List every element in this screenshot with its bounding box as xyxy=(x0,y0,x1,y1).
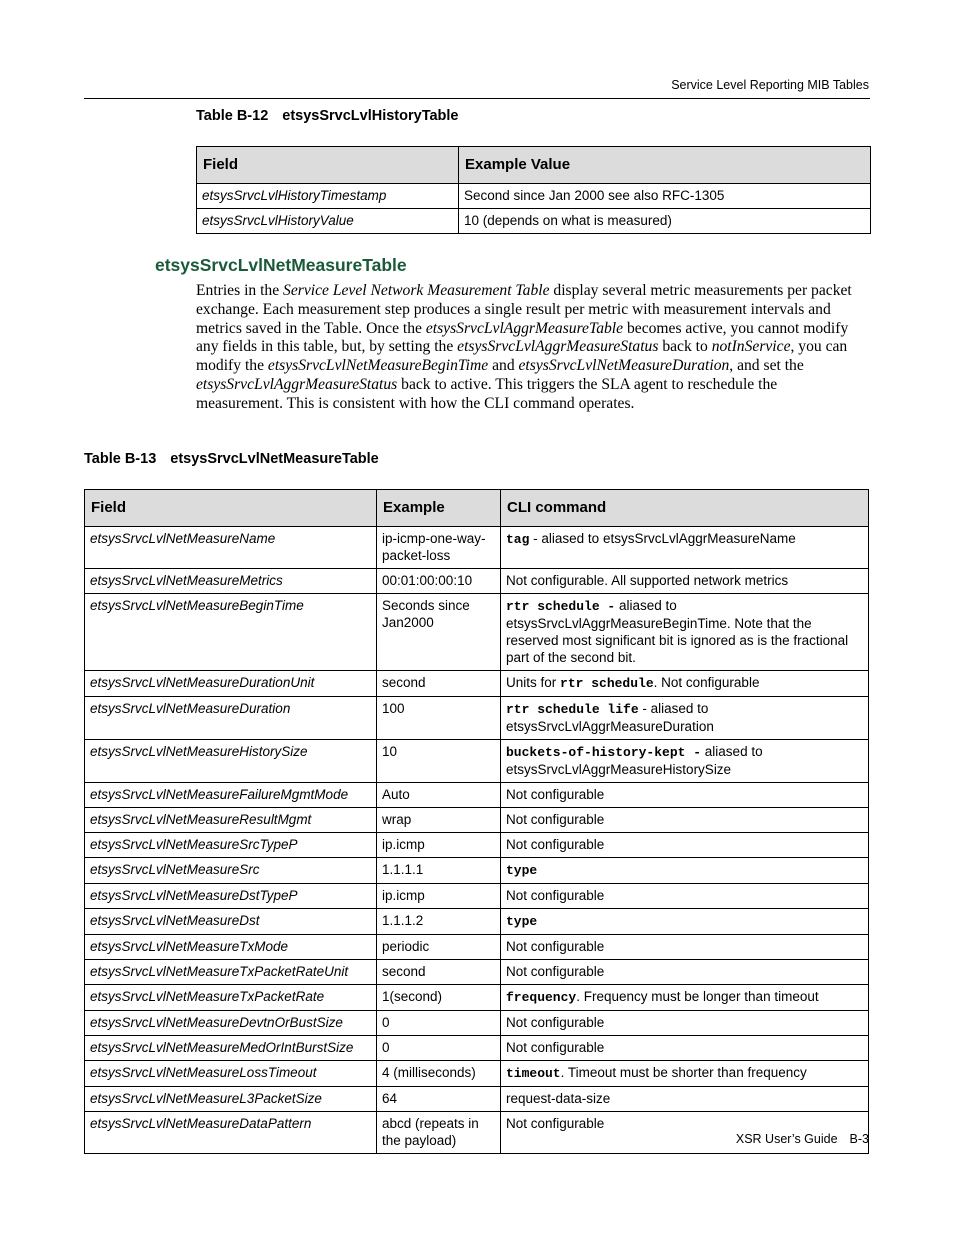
paragraph-text-run: display several metric measurements per packet exchange. Each measurement step produces a single result per metric with measurement intervals and metrics saved in the Table. Once the xyxy=(196,282,852,337)
cli-command-cell xyxy=(501,808,869,833)
field-cell: etsysSrvcLvlNetMeasureMetrics xyxy=(85,569,377,594)
field-cell: etsysSrvcLvlNetMeasureSrc xyxy=(85,858,377,884)
field-cell: etsysSrvcLvlNetMeasureDst xyxy=(85,909,377,935)
cli-keyword: tag xyxy=(506,532,530,547)
example-cell: 10 xyxy=(377,740,501,783)
cli-text: - aliased to etsysSrvcLvlAggrMeasureName xyxy=(529,531,796,546)
table-row xyxy=(85,833,869,858)
example-cell: periodic xyxy=(377,935,501,960)
cli-command-cell xyxy=(501,594,869,671)
paragraph-italic-run: etsysSrvcLvlNetMeasureBeginTime xyxy=(267,357,489,375)
table-row xyxy=(85,527,869,569)
value-cell: Second since Jan 2000 see also RFC-1305 xyxy=(459,184,871,209)
cli-text: Not configurable xyxy=(506,964,605,979)
paragraph-text-run: back to active. This triggers the SLA agent to reschedule the measurement. This is consistent with how the CLI command operates. xyxy=(196,375,778,412)
cli-text: aliased to etsysSrvcLvlAggrMeasureHistorySize xyxy=(506,744,763,777)
example-cell: 00:01:00:00:10 xyxy=(377,569,501,594)
table-b12-caption-number: Table B-12 xyxy=(196,108,269,124)
field-cell: etsysSrvcLvlNetMeasureFailureMgmtMode xyxy=(85,783,377,808)
example-cell: wrap xyxy=(377,808,501,833)
cli-text: Not configurable xyxy=(506,1116,605,1131)
table-row xyxy=(85,884,869,909)
cli-command-cell xyxy=(501,1011,869,1036)
cli-text: request-data-size xyxy=(506,1091,611,1106)
table-row xyxy=(85,1087,869,1112)
table-row xyxy=(85,960,869,985)
table-row xyxy=(85,1011,869,1036)
cli-command-cell xyxy=(501,527,869,569)
table-row xyxy=(85,858,869,884)
page-footer xyxy=(736,1132,869,1146)
table-row xyxy=(85,783,869,808)
example-cell: 100 xyxy=(377,697,501,740)
cli-command-cell xyxy=(501,935,869,960)
example-cell: 1.1.1.2 xyxy=(377,909,501,935)
page-number: B-3 xyxy=(849,1132,869,1146)
field-cell: etsysSrvcLvlHistoryTimestamp xyxy=(197,184,459,209)
cli-command-cell xyxy=(501,1087,869,1112)
cli-command-cell xyxy=(501,858,869,884)
table-b12-header-row xyxy=(197,147,871,184)
field-cell: etsysSrvcLvlNetMeasureBeginTime xyxy=(85,594,377,671)
table-row xyxy=(85,1036,869,1061)
cli-keyword: rtr schedule xyxy=(560,676,654,691)
table-row xyxy=(85,594,869,671)
cli-command-cell xyxy=(501,783,869,808)
cli-text: Not configurable xyxy=(506,939,605,954)
table-row xyxy=(85,1061,869,1087)
field-cell: etsysSrvcLvlNetMeasureDuration xyxy=(85,697,377,740)
cli-keyword: type xyxy=(506,863,538,878)
table-b13-caption-title: etsysSrvcLvlNetMeasureTable xyxy=(170,451,379,467)
example-cell: 4 (milliseconds) xyxy=(377,1061,501,1087)
table-b13 xyxy=(84,489,869,1154)
field-cell: etsysSrvcLvlHistoryValue xyxy=(197,209,459,234)
example-cell: ip.icmp xyxy=(377,833,501,858)
field-cell: etsysSrvcLvlNetMeasureHistorySize xyxy=(85,740,377,783)
paragraph-text-run: , you can modify the xyxy=(196,338,848,375)
example-cell: abcd (repeats in the payload) xyxy=(377,1112,501,1154)
column-header-field: Field xyxy=(85,490,377,527)
cli-command-cell xyxy=(501,697,869,740)
paragraph-italic-run: etsysSrvcLvlAggrMeasureStatus xyxy=(196,375,398,393)
section-paragraph xyxy=(196,282,868,414)
paragraph-text-run: , and set the xyxy=(729,357,804,375)
cli-keyword: rtr schedule - xyxy=(506,599,616,614)
field-cell: etsysSrvcLvlNetMeasureTxPacketRate xyxy=(85,985,377,1011)
example-cell: 1.1.1.1 xyxy=(377,858,501,884)
table-b13-caption-number: Table B-13 xyxy=(84,451,157,467)
table-row xyxy=(85,909,869,935)
paragraph-italic-run: etsysSrvcLvlAggrMeasureTable xyxy=(425,319,624,337)
cli-command-cell xyxy=(501,909,869,935)
field-cell: etsysSrvcLvlNetMeasureL3PacketSize xyxy=(85,1087,377,1112)
table-row xyxy=(197,184,871,209)
column-header-example-value: Example Value xyxy=(459,147,871,184)
cli-command-cell xyxy=(501,960,869,985)
field-cell: etsysSrvcLvlNetMeasureTxMode xyxy=(85,935,377,960)
cli-text: Not configurable xyxy=(506,787,605,802)
cli-text: Not configurable xyxy=(506,1015,605,1030)
field-cell: etsysSrvcLvlNetMeasureDevtnOrBustSize xyxy=(85,1011,377,1036)
cli-command-cell xyxy=(501,1061,869,1087)
table-b13-caption xyxy=(84,451,379,467)
table-b12-caption-title: etsysSrvcLvlHistoryTable xyxy=(282,108,459,124)
table-row xyxy=(85,740,869,783)
cli-text: . Timeout must be shorter than frequency xyxy=(560,1065,807,1080)
table-b13-header-row xyxy=(85,490,869,527)
cli-keyword: rtr schedule life xyxy=(506,702,639,717)
table-b12 xyxy=(196,146,871,234)
example-cell: ip-icmp-one-way-packet-loss xyxy=(377,527,501,569)
field-cell: etsysSrvcLvlNetMeasureDurationUnit xyxy=(85,671,377,697)
cli-text: Not configurable. All supported network metrics xyxy=(506,573,789,588)
cli-text: aliased to etsysSrvcLvlAggrMeasureBeginTime. Note that the reserved most significant bit is ignored as is the fractional part of the second bit. xyxy=(506,598,849,665)
cli-text: Not configurable xyxy=(506,1040,605,1055)
cli-text: Not configurable xyxy=(506,812,605,827)
cli-text: Units for xyxy=(506,675,561,690)
example-cell: 1(second) xyxy=(377,985,501,1011)
running-header: Service Level Reporting MIB Tables xyxy=(671,78,869,92)
cli-command-cell xyxy=(501,833,869,858)
paragraph-italic-run: notInService xyxy=(711,338,791,356)
example-cell: Seconds since Jan2000 xyxy=(377,594,501,671)
field-cell: etsysSrvcLvlNetMeasureResultMgmt xyxy=(85,808,377,833)
paragraph-text-run: Entries in the xyxy=(196,282,284,299)
cli-command-cell xyxy=(501,1036,869,1061)
table-row xyxy=(85,808,869,833)
cli-command-cell xyxy=(501,985,869,1011)
cli-command-cell xyxy=(501,740,869,783)
field-cell: etsysSrvcLvlNetMeasureDataPattern xyxy=(85,1112,377,1154)
cli-text: . Not configurable xyxy=(653,675,760,690)
example-cell: second xyxy=(377,671,501,697)
field-cell: etsysSrvcLvlNetMeasureLossTimeout xyxy=(85,1061,377,1087)
paragraph-text-run: becomes active, you cannot modify any fields in this table, but, by setting the xyxy=(196,319,849,356)
field-cell: etsysSrvcLvlNetMeasureSrcTypeP xyxy=(85,833,377,858)
table-row xyxy=(197,209,871,234)
example-cell: 64 xyxy=(377,1087,501,1112)
section-heading: etsysSrvcLvlNetMeasureTable xyxy=(155,255,407,275)
cli-keyword: buckets-of-history-kept - xyxy=(506,745,702,760)
cli-command-cell xyxy=(501,569,869,594)
field-cell: etsysSrvcLvlNetMeasureName xyxy=(85,527,377,569)
paragraph-italic-run: etsysSrvcLvlAggrMeasureStatus xyxy=(457,338,659,356)
cli-keyword: frequency xyxy=(506,990,577,1005)
cli-keyword: type xyxy=(506,914,538,929)
paragraph-text-run: and xyxy=(488,357,519,375)
table-row xyxy=(85,569,869,594)
column-header-cli-command: CLI command xyxy=(501,490,869,527)
table-row xyxy=(85,935,869,960)
cli-command-cell xyxy=(501,884,869,909)
cli-text: Not configurable xyxy=(506,888,605,903)
example-cell: second xyxy=(377,960,501,985)
cli-text: - aliased to etsysSrvcLvlAggrMeasureDuration xyxy=(506,701,714,734)
table-row xyxy=(85,671,869,697)
table-b12-caption xyxy=(196,108,459,124)
header-rule xyxy=(84,98,870,99)
column-header-example: Example xyxy=(377,490,501,527)
example-cell: 0 xyxy=(377,1011,501,1036)
value-cell: 10 (depends on what is measured) xyxy=(459,209,871,234)
cli-keyword: timeout xyxy=(506,1066,561,1081)
cli-command-cell xyxy=(501,671,869,697)
table-row xyxy=(85,985,869,1011)
example-cell: Auto xyxy=(377,783,501,808)
column-header-field: Field xyxy=(197,147,459,184)
cli-text: . Frequency must be longer than timeout xyxy=(576,989,819,1004)
example-cell: ip.icmp xyxy=(377,884,501,909)
table-row xyxy=(85,697,869,740)
footer-guide-title: XSR User’s Guide xyxy=(735,1132,838,1146)
cli-text: Not configurable xyxy=(506,837,605,852)
paragraph-italic-run: etsysSrvcLvlNetMeasureDuration xyxy=(518,357,730,375)
field-cell: etsysSrvcLvlNetMeasureDstTypeP xyxy=(85,884,377,909)
paragraph-italic-run: Service Level Network Measurement Table xyxy=(283,282,550,299)
field-cell: etsysSrvcLvlNetMeasureTxPacketRateUnit xyxy=(85,960,377,985)
field-cell: etsysSrvcLvlNetMeasureMedOrIntBurstSize xyxy=(85,1036,377,1061)
example-cell: 0 xyxy=(377,1036,501,1061)
paragraph-text-run: back to xyxy=(658,338,712,356)
